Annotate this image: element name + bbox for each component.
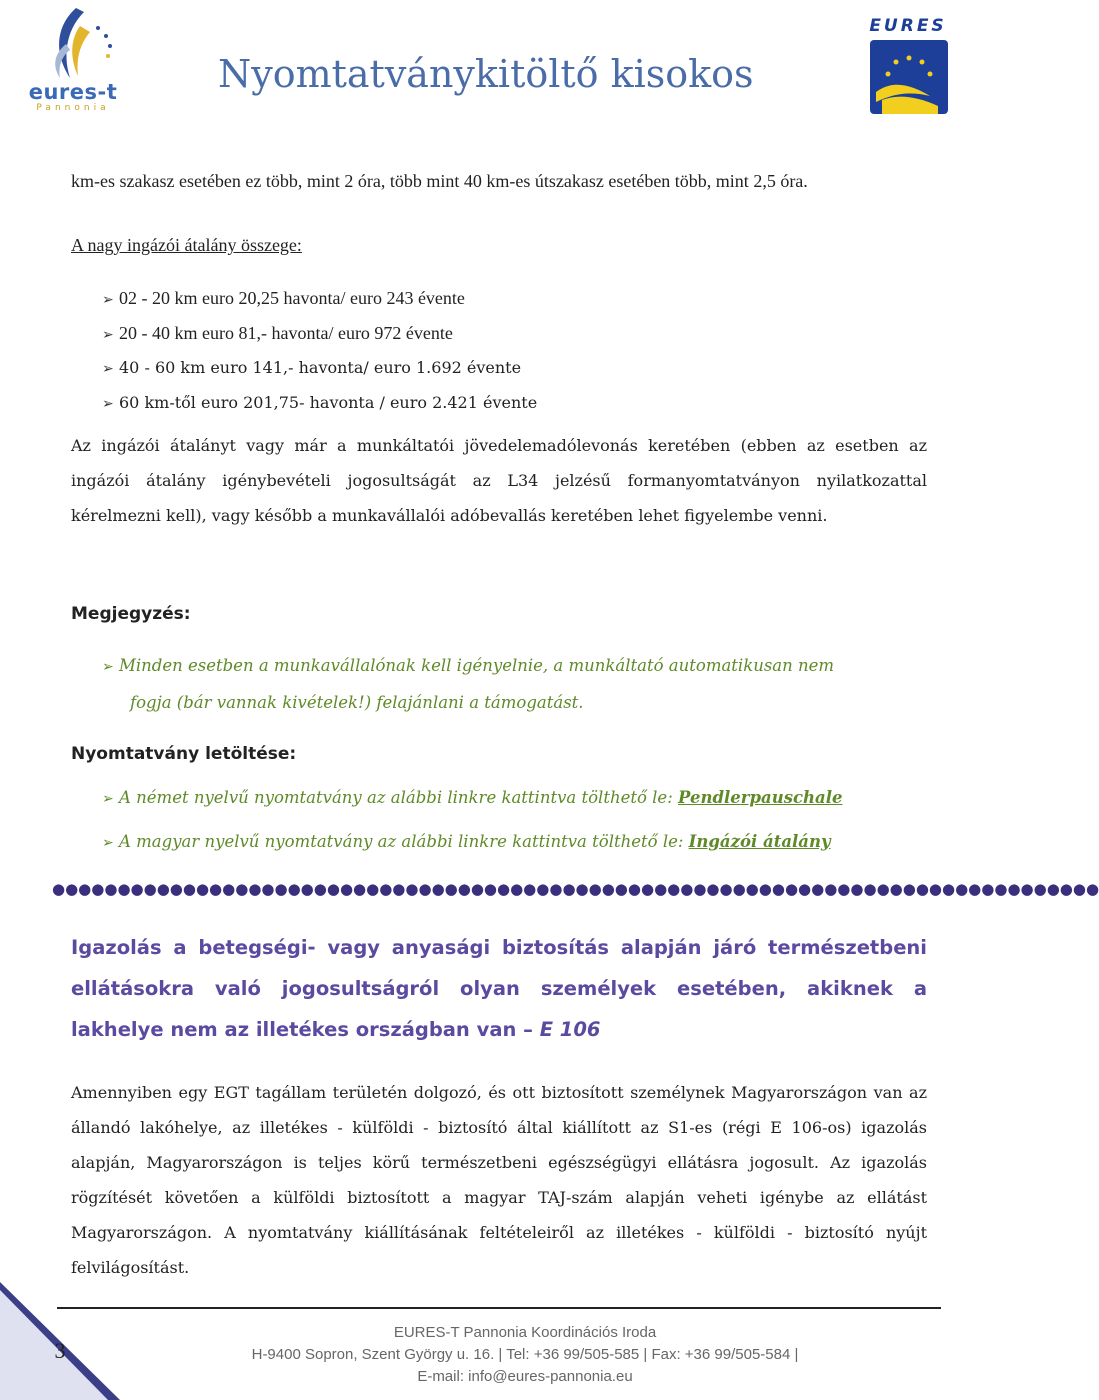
logo-swoosh-icon (18, 4, 128, 84)
arrow-bullet-icon: ➢ (102, 659, 114, 675)
form-code: E 106 (539, 1018, 601, 1041)
arrow-bullet-icon: ➢ (102, 327, 114, 343)
continuation-paragraph: km-es szakasz esetében ez több, mint 2 óra, több mint 40 km-es útszakasz esetében több, mint 2,5 óra. (71, 171, 808, 191)
pendlerpauschale-link[interactable]: Pendlerpauschale (678, 788, 843, 807)
list-item: ➢ A német nyelvű nyomtatvány az alábbi linkre kattintva tölthető le: Pendlerpauschale (102, 780, 842, 824)
eures-t-pannonia-logo (18, 4, 128, 112)
allowance-list (102, 287, 537, 427)
list-item: ➢ 40 - 60 km euro 141,- havonta/ euro 1.692 évente (102, 357, 537, 392)
dotted-divider: ●●●●●●●●●●●●●●●●●●●●●●●●●●●●●●●●●●●●●●●●●●●●●●●●●●●●●●●●●●●●●●●●●●●●●●●●●●●●●●●● (52, 880, 1099, 898)
arrow-bullet-icon: ➢ (102, 791, 114, 807)
list-item: ➢ A magyar nyelvű nyomtatvány az alábbi linkre kattintva tölthető le: Ingázói átalány (102, 824, 842, 861)
logo-left-subtext: Pannonia (36, 103, 110, 113)
logo-right-text: EURES (869, 16, 947, 36)
ingazoi-atalany-link[interactable]: Ingázói átalány (688, 832, 831, 851)
eures-flag-icon (860, 36, 956, 118)
download-heading: Nyomtatvány letöltése: (71, 744, 297, 764)
list-item: fogja (bár vannak kivételek!) felajánlani a támogatást. (130, 693, 584, 712)
footer-rule (57, 1307, 941, 1309)
footer-email: E-mail: info@eures-pannonia.eu (417, 1368, 633, 1385)
list-heading: A nagy ingázói átalány összege: (71, 235, 302, 255)
arrow-bullet-icon: ➢ (102, 835, 114, 851)
section-heading: Igazolás a betegségi- vagy anyasági biztosítás alapján járó természetbeni ellátásokra való jogosultságról olyan személyek esetében, akiknek a lakhelye nem az illetékes országban van – E 106 (71, 936, 927, 1041)
arrow-bullet-icon: ➢ (102, 292, 114, 308)
page-number: 3 (54, 1338, 66, 1363)
page-title: Nyomtatványkitöltő kisokos (218, 52, 754, 96)
footer-office: EURES-T Pannonia Koordinációs Iroda (393, 1324, 657, 1341)
list-item: ➢ 02 - 20 km euro 20,25 havonta/ euro 243 évente (102, 287, 537, 322)
section-paragraph: Amennyiben egy EGT tagállam területén dolgozó, és ott biztosított személynek Magyarországon van az állandó lakóhelye, az illetékes - külföldi - biztosító által kiállított az S1-es (régi E 106-os) igazolás alapján, Magyarországon is teljes körű természetbeni egészségügyi ellátásra jogosult. Az igazolás rögzítését követően a külföldi biztosított a magyar TAJ-szám alapján veheti igénybe az ellátást Magyarországon. A nyomtatvány kiállításának feltételeiről az illetékes - külföldi - biztosító nyújt felvilágosítást. (71, 1083, 927, 1277)
eures-logo (860, 10, 956, 118)
footer-address: H-9400 Sopron, Szent György u. 16. | Tel: +36 99/505-585 | Fax: +36 99/505-584 | (251, 1346, 799, 1363)
arrow-bullet-icon: ➢ (102, 396, 114, 412)
note-heading: Megjegyzés: (71, 604, 191, 624)
footer (195, 1322, 855, 1388)
arrow-bullet-icon: ➢ (102, 361, 114, 377)
note-list (102, 648, 834, 721)
list-item: ➢ 60 km-től euro 201,75- havonta / euro 2.421 évente (102, 392, 537, 427)
list-item: ➢ 20 - 40 km euro 81,- havonta/ euro 972 évente (102, 322, 537, 357)
list-item: ➢ Minden esetben a munkavállalónak kell igényelnie, a munkáltató automatikusan nem (102, 648, 834, 685)
logo-left-text: eures-t (28, 80, 118, 104)
download-list (102, 780, 842, 861)
info-paragraph: Az ingázói átalányt vagy már a munkáltatói jövedelemadólevonás keretében (ebben az esetben az ingázói átalány igénybevételi jogosultságát az L34 jelzésű formanyomtatványon nyilatkozattal kérelmezni kell), vagy később a munkavállalói adóbevallás keretében lehet figyelembe venni. (71, 436, 927, 525)
